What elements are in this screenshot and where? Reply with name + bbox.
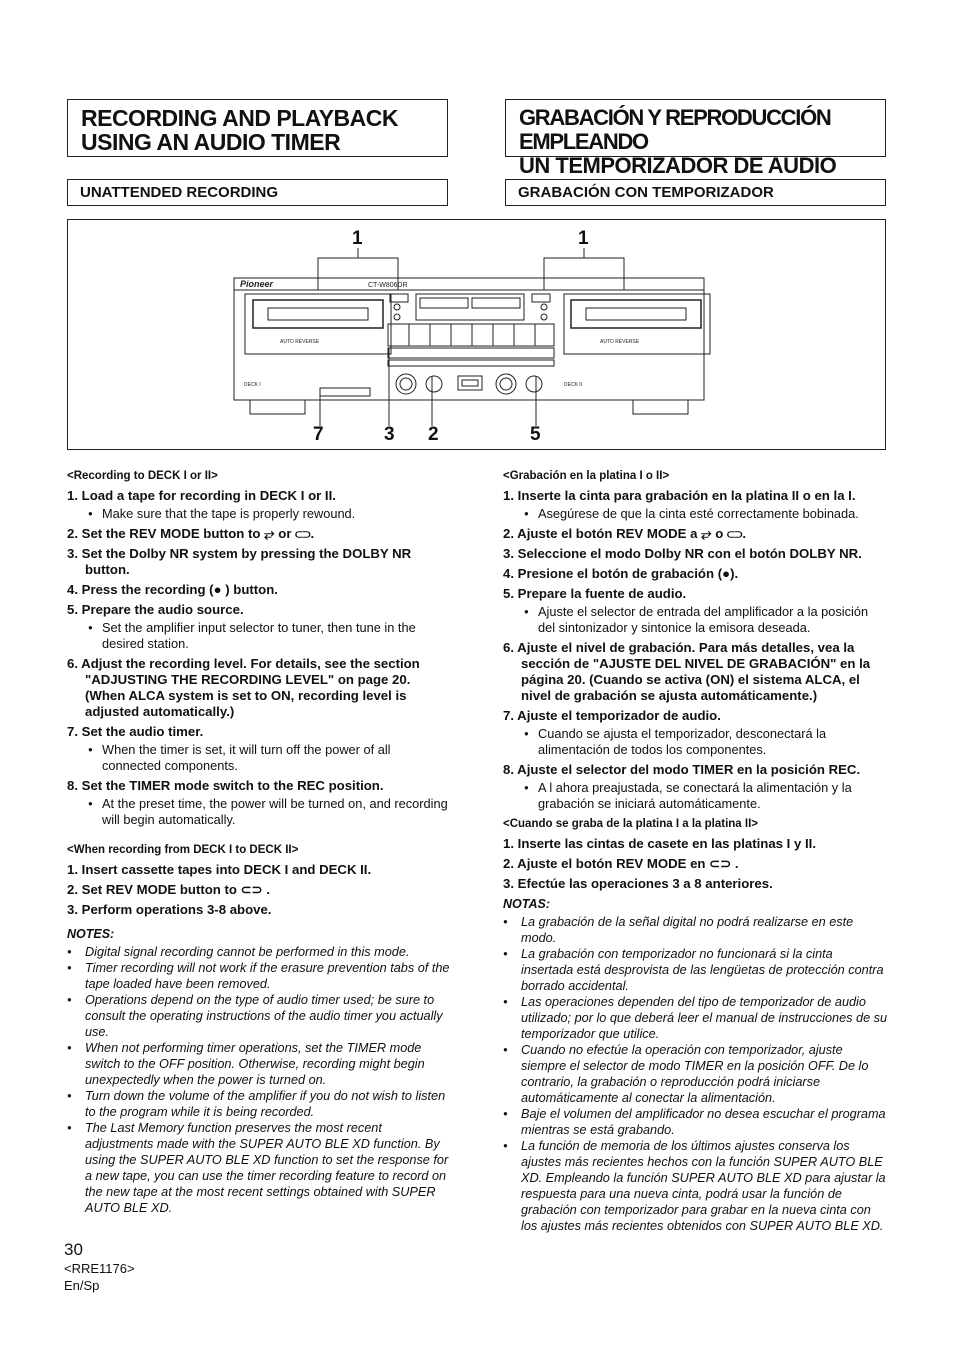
cassette-deck-figure xyxy=(67,219,886,450)
step-bullet: ● Ajuste el selector de entrada del amplificador a la posición del sintonizador y sintonice la emisora deseada. xyxy=(503,604,888,636)
step: 4. Presione el botón de grabación (●). xyxy=(503,566,739,581)
step: 5. Prepare the audio source. xyxy=(67,602,244,617)
deck2-label: DECK II xyxy=(564,382,583,388)
callout-7: 7 xyxy=(313,424,324,445)
step: 6. Ajuste el nivel de grabación. Para más detalles, vea la sección de "AJUSTE DEL NIVEL DE GRABACIÓN" en la página 20. (Cuando se activa (ON) el sistema ALCA, el nivel de grabación se ajusta automáticamente.) xyxy=(503,640,871,703)
step: 2. Ajuste el botón REV MODE en ⊂⊃ . xyxy=(503,856,739,871)
note-item: ● Digital signal recording cannot be performed in this mode. xyxy=(67,944,452,960)
step: 1. Inserte las cintas de casete en las platinas I y II. xyxy=(503,836,816,851)
step: 3. Efectúe las operaciones 3 a 8 anteriores. xyxy=(503,876,773,891)
note-item: ● The Last Memory function preserves the most recent adjustments made with the SUPER AUTO BLE XD function. By using the SUPER AUTO BLE XD function to set the response for a new tape, you can use the timer recording feature to record on the new tape at the most recent settings obtained with SUPER AUTO BLE XD. xyxy=(67,1120,452,1216)
brand-label: Pioneer xyxy=(240,279,274,289)
page-title-en-line2: USING AN AUDIO TIMER xyxy=(81,129,341,155)
section-heading: <Recording to DECK I or II> xyxy=(67,470,218,482)
section-heading: <Grabación en la platina I o II> xyxy=(503,470,670,482)
notes-heading: NOTES: xyxy=(67,927,115,941)
note-item: ● Turn down the volume of the amplifier if you do not wish to listen to the program while it is being recorded. xyxy=(67,1088,452,1120)
step-bullet: ● At the preset time, the power will be turned on, and recording will begin automatically. xyxy=(67,796,452,828)
language-code: En/Sp xyxy=(64,1278,100,1293)
deck1-label: DECK I xyxy=(244,382,261,388)
note-item: ● La grabación de la señal digital no podrá realizarse en este modo. xyxy=(503,914,888,946)
section-heading: <Cuando se graba de la platina I a la platina II> xyxy=(503,818,758,830)
note-item: ● Baje el volumen del amplificador no desea escuchar el programa mientras se está grabando. xyxy=(503,1106,888,1138)
section-heading: <When recording from DECK I to DECK II> xyxy=(67,844,299,856)
callout-1-left: 1 xyxy=(352,228,363,249)
step-bullet: ● Asegúrese de que la cinta esté correctamente bobinada. xyxy=(503,506,888,522)
step: 2. Set the REV MODE button to ⥂ or ⊂⊃. xyxy=(67,526,315,541)
english-column xyxy=(67,468,452,1216)
step-bullet: ● Cuando se ajusta el temporizador, desconectará la alimentación de todos los componentes. xyxy=(503,726,888,758)
note-item: ● Las operaciones dependen del tipo de temporizador de audio utilizado; por lo que deberá leer el manual de instrucciones de su temporizador que utilice. xyxy=(503,994,888,1042)
step-bullet: ● Make sure that the tape is properly rewound. xyxy=(67,506,452,522)
note-item: ● Operations depend on the type of audio timer used; be sure to consult the operating instructions of the audio timer you actually use. xyxy=(67,992,452,1040)
notes-heading: NOTAS: xyxy=(503,897,550,911)
note-item: ● Timer recording will not work if the erasure prevention tabs of the tape loaded have been removed. xyxy=(67,960,452,992)
callout-3: 3 xyxy=(384,424,395,445)
page-footer xyxy=(64,1240,135,1294)
subheading-es: GRABACIÓN CON TEMPORIZADOR xyxy=(505,179,886,206)
title-box-es xyxy=(505,99,886,178)
callout-1-right: 1 xyxy=(578,228,589,249)
step: 6. Adjust the recording level. For details, see the section "ADJUSTING THE RECORDING LEVEL" on page 20. (When ALCA system is set to ON, recording level is adjusted automatically.) xyxy=(67,656,420,719)
cassette-deck-drawing xyxy=(68,220,885,449)
step: 8. Set the TIMER mode switch to the REC position. xyxy=(67,778,384,793)
note-item: ● La grabación con temporizador no funcionará si la cinta insertada está desprovista de las lengüetas de protección contra borrado accidental. xyxy=(503,946,888,994)
auto-reverse-right: AUTO REVERSE xyxy=(600,339,640,345)
note-item: ● When not performing timer operations, set the TIMER mode switch to the OFF position. Otherwise, recording might begin unexpectedly when the power is turned on. xyxy=(67,1040,452,1088)
page-number: 30 xyxy=(64,1240,83,1259)
auto-reverse-left: AUTO REVERSE xyxy=(280,339,320,345)
document-code: <RRE1176> xyxy=(64,1261,135,1276)
step: 2. Set REV MODE button to ⊂⊃ . xyxy=(67,882,271,897)
step: 8. Ajuste el selector del modo TIMER en la posición REC. xyxy=(503,762,861,777)
step: 4. Press the recording (● ) button. xyxy=(67,582,278,597)
step: 1. Load a tape for recording in DECK I or II. xyxy=(67,488,336,503)
subheading-en: UNATTENDED RECORDING xyxy=(67,179,448,206)
step: 3. Seleccione el modo Dolby NR con el botón DOLBY NR. xyxy=(503,546,862,561)
step: 1. Insert cassette tapes into DECK I and DECK II. xyxy=(67,862,372,877)
title-box-en xyxy=(67,99,448,157)
page-title-es-line1: GRABACIÓN Y REPRODUCCIÓN EMPLEANDO xyxy=(519,105,831,154)
page-title-en-line1: RECORDING AND PLAYBACK xyxy=(81,105,398,131)
callout-5: 5 xyxy=(530,424,541,445)
step: 2. Ajuste el botón REV MODE a ⥂ o ⊂⊃. xyxy=(503,526,747,541)
step: 5. Prepare la fuente de audio. xyxy=(503,586,687,601)
step-bullet: ● When the timer is set, it will turn off the power of all connected components. xyxy=(67,742,452,774)
step-bullet: ● Set the amplifier input selector to tuner, then tune in the desired station. xyxy=(67,620,452,652)
note-item: ● La función de memoria de los últimos ajustes conserva los ajustes más recientes hechos con la función SUPER AUTO BLE XD. Empleando la función SUPER AUTO BLE XD para ajustar la respuesta para una nueva cinta, podrá usar la función de grabación con temporizador para grabar en la nueva cinta con los ajustes más recientes obtenidos con SUPER AUTO BLE XD. xyxy=(503,1138,888,1234)
step: 7. Set the audio timer. xyxy=(67,724,204,739)
callout-2: 2 xyxy=(428,424,439,445)
spanish-column xyxy=(503,468,888,1234)
note-item: ● Cuando no efectúe la operación con temporizador, ajuste siempre el selector de modo TIMER en la posición OFF. De lo contrario, la grabación o reproducción podrá iniciarse automáticamente al conectar la alimentación. xyxy=(503,1042,888,1106)
step: 7. Ajuste el temporizador de audio. xyxy=(503,708,721,723)
page-title-es-line2: UN TEMPORIZADOR DE AUDIO xyxy=(519,153,837,178)
model-label: CT-W806DR xyxy=(368,282,408,289)
step-bullet: ● A l ahora preajustada, se conectará la alimentación y la grabación se iniciará automáticamente. xyxy=(503,780,888,812)
step: 1. Inserte la cinta para grabación en la platina II o en la I. xyxy=(503,488,856,503)
step: 3. Perform operations 3-8 above. xyxy=(67,902,272,917)
step: 3. Set the Dolby NR system by pressing the DOLBY NR button. xyxy=(67,546,412,577)
